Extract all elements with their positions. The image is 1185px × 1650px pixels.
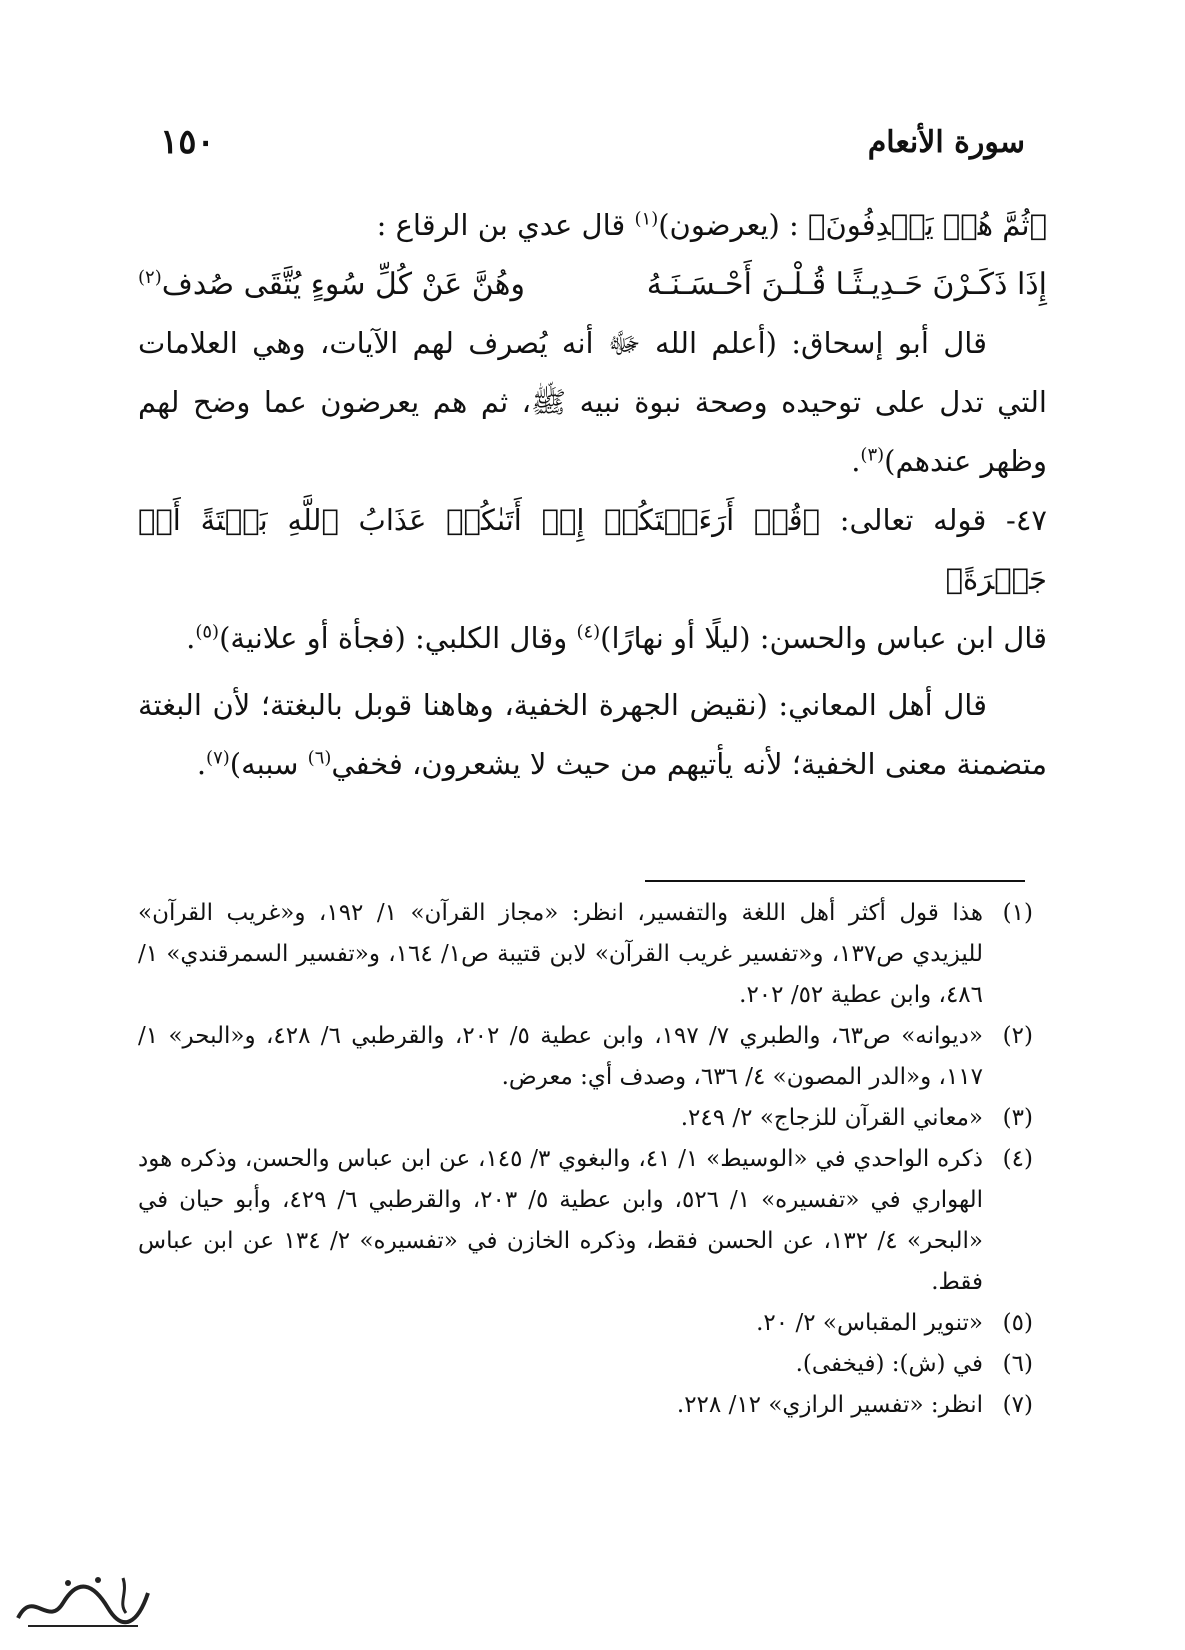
footnote-ref: (٧) — [206, 747, 230, 769]
footnote-text: «ديوانه» ص٦٣، والطبري ٧/ ١٩٧، وابن عطية ٥/ ٢٠٢، والقرطبي ٦/ ٤٢٨، و«البحر» ١/ ١١٧، و«الدر المصون» ٤/ ٦٣٦، وصدف أي: معرض. — [138, 1023, 983, 1090]
verse-prefix: ٤٧- قوله تعالى: — [820, 503, 1048, 537]
footnote-number: (٦) — [1002, 1351, 1033, 1377]
quran-verse: ﴿قُلۡ أَرَءَيۡتَكُمۡ إِنۡ أَتَىٰكُمۡ عَذَابُ ٱللَّهِ بَغۡتَةً أَوۡ جَهۡرَةً﴾ — [138, 503, 1047, 596]
paragraph-text: قال أبو إسحاق: (أعلم الله ﷻ أنه يُصرف لهم الآيات، وهي العلامات التي تدل على توحيده وصحة نبوة نبيه ﷺ، ثم هم يعرضون عما وضح لهم وظهر عندهم) — [138, 326, 1047, 478]
footnote-number: (٤) — [1002, 1146, 1033, 1172]
footnote-ref: (٢) — [138, 267, 162, 288]
footnote-ref: (٤) — [576, 621, 601, 643]
paragraph-text: قال أهل المعاني: (نقيض الجهرة الخفية، وهاهنا قوبل بالبغتة؛ لأن البغتة متضمنة معنى الخفية؛ لأنه يأتيهم من حيث لا يشعرون، فخفي — [138, 688, 1047, 781]
footnotes — [138, 893, 1033, 1426]
footnote-text: ذكره الواحدي في «الوسيط» ١/ ٤١، والبغوي ٣/ ١٤٥، عن ابن عباس والحسن، وذكره هود الهواري في «تفسيره» ١/ ٥٢٦، وابن عطية ٥/ ٢٠٣، والقرطبي ٦/ ٤٢٩، وأبو حيان في «البحر» ٤/ ١٣٢، عن الحسن فقط، وذكره الخازن في «تفسيره» ٢/ ١٣٤ عن ابن عباس فقط. — [138, 1146, 984, 1295]
footnote-text: في (ش): (فيخفى). — [795, 1351, 983, 1377]
poet-intro: قال عدي بن الرقاع : — [376, 208, 635, 242]
poem-hemistich-2: وهُنَّ عَنْ كُلِّ سُوءٍ يُتَّقَى صُدف — [161, 267, 525, 302]
poem-line — [138, 255, 1047, 314]
footnote-number: (٢) — [1002, 1023, 1033, 1049]
almoshaf-logo — [8, 1568, 158, 1638]
paragraph-text: وقال الكلبي: (فجأة أو علانية) — [219, 621, 577, 655]
footnote-ref: (٣) — [860, 444, 885, 466]
footnote-text: «تنوير المقباس» ٢/ ٢٠. — [756, 1310, 983, 1336]
paragraph-abu-ishaq: قال أبو إسحاق: (أعلم الله ﷻ أنه يُصرف لهم الآيات، وهي العلامات التي تدل على توحيده وصحة نبوة نبيه ﷺ، ثم هم يعرضون عما وضح لهم وظهر عندهم)$^{(٣)}$. — [138, 326, 1047, 478]
main-text — [138, 196, 1047, 794]
footnote — [138, 1016, 1033, 1098]
footnote-ref: (٦) — [307, 747, 332, 769]
footnote — [138, 1344, 1033, 1385]
footnote-ref: (١) — [634, 208, 659, 230]
footnote-number: (١) — [1002, 900, 1033, 926]
page-number: ١٥٠ — [160, 122, 215, 162]
paragraph-ibn-abbas: قال ابن عباس والحسن: (ليلًا أو نهارًا)$^{(٤)}$ وقال الكلبي: (فجأة أو علانية)$^{(٥)}$. — [186, 621, 1047, 655]
surah-title: سورة الأنعام — [867, 124, 1025, 160]
page-header — [160, 112, 1025, 172]
footnote — [138, 1385, 1033, 1426]
footnote-number: (٧) — [1002, 1392, 1033, 1418]
verse-47 — [138, 491, 1047, 609]
line-1 — [138, 196, 1047, 255]
footnote — [138, 1098, 1033, 1139]
footnote-text: هذا قول أكثر أهل اللغة والتفسير، انظر: «مجاز القرآن» ١/ ١٩٢، و«غريب القرآن» لليزيدي ص١٣٧، و«تفسير غريب القرآن» لابن قتيبة ص١/ ١٦٤، و«تفسير السمرقندي» ١/ ٤٨٦، وابن عطية ٥٢/ ٢٠٢. — [138, 900, 983, 1008]
footnote-number: (٥) — [1002, 1310, 1033, 1336]
poem-hemistich-1: إِذَا ذَكَـرْنَ حَـدِيـثًـا قُـلْـنَ أَحْـسَـنَـهُ — [646, 267, 1047, 302]
footnote-text: انظر: «تفسير الرازي» ١٢/ ٢٢٨. — [676, 1392, 983, 1418]
footnote — [138, 893, 1033, 1016]
footnote-ref: (٥) — [195, 621, 220, 643]
footnote-text: «معاني القرآن للزجاج» ٢/ ٢٤٩. — [680, 1105, 983, 1131]
footnote-divider — [645, 880, 1025, 882]
quran-verse: ﴿ثُمَّ هُمۡ يَصۡدِفُونَ﴾ — [808, 208, 1047, 242]
gloss-text: : (يعرضون) — [658, 208, 809, 242]
footnote — [138, 1139, 1033, 1303]
paragraph-text: قال ابن عباس والحسن: (ليلًا أو نهارًا) — [600, 621, 1047, 655]
paragraph-text: سببه) — [229, 747, 308, 781]
paragraph-maani: قال أهل المعاني: (نقيض الجهرة الخفية، وهاهنا قوبل بالبغتة؛ لأن البغتة متضمنة معنى الخفية؛ لأنه يأتيهم من حيث لا يشعرون، فخفي$^{(٦)}$ سببه)$^{(٧)}$. — [138, 688, 1047, 781]
footnote — [138, 1303, 1033, 1344]
footnote-number: (٣) — [1002, 1105, 1033, 1131]
